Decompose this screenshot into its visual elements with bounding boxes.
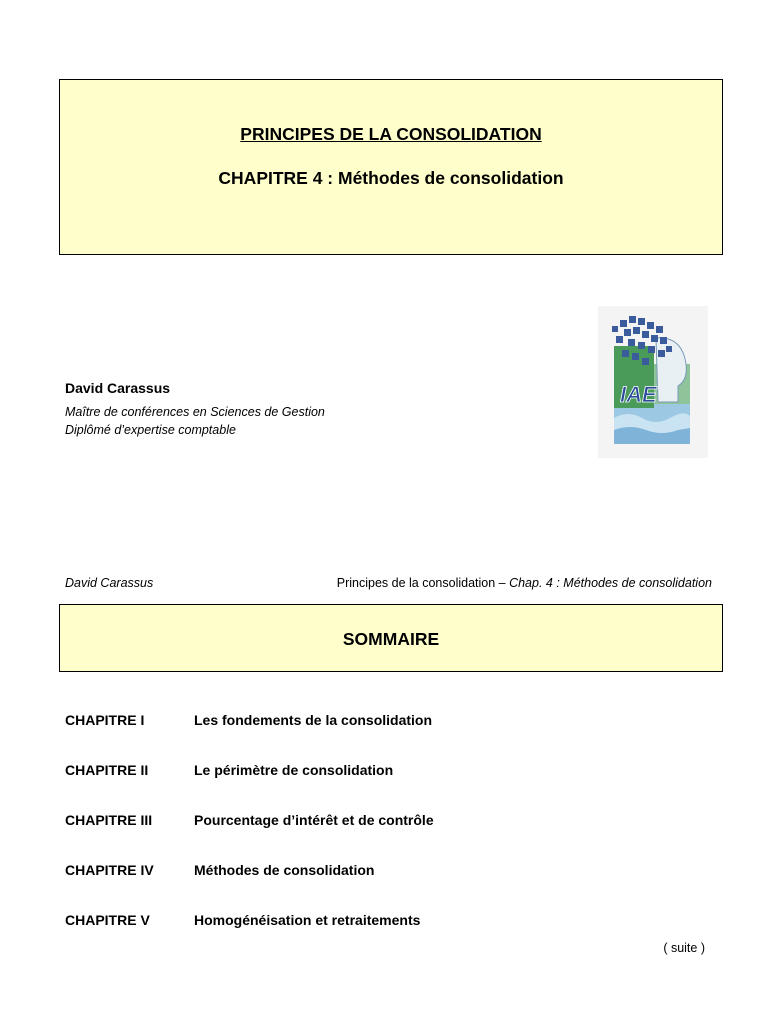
toc-chapter-title: Le périmètre de consolidation [194, 762, 394, 778]
toc-chapter-number: CHAPITRE IV [65, 862, 154, 878]
footer-course-chapter: Chap. 4 : Méthodes de consolidation [509, 576, 712, 590]
summary-box [59, 604, 723, 672]
footer-author: David Carassus [65, 576, 154, 590]
toc-chapter-title: Méthodes de consolidation [194, 862, 375, 878]
iae-logo [598, 306, 708, 458]
toc-chapter-number: CHAPITRE II [65, 762, 149, 778]
toc-chapter-number: CHAPITRE V [65, 912, 150, 928]
toc-chapter-number: CHAPITRE III [65, 812, 153, 828]
document-title: PRINCIPES DE LA CONSOLIDATION [240, 124, 542, 144]
author-role: Maître de conférences en Sciences de Gestion [65, 405, 325, 419]
continued-note: ( suite ) [663, 941, 705, 955]
toc-chapter-title: Les fondements de la consolidation [194, 712, 433, 728]
chapter-title: CHAPITRE 4 : Méthodes de consolidation [218, 168, 564, 188]
title-box [59, 79, 723, 255]
author-name: David Carassus [65, 380, 171, 396]
toc-chapter-title: Pourcentage d’intérêt et de contrôle [194, 812, 434, 828]
svg-text:IAE: IAE [620, 382, 657, 407]
summary-title: SOMMAIRE [342, 629, 440, 649]
toc-chapter-number: CHAPITRE I [65, 712, 145, 728]
toc-chapter-title: Homogénéisation et retraitements [194, 912, 421, 928]
footer-course [337, 576, 712, 590]
footer-course-prefix: Principes de la consolidation – [336, 576, 510, 590]
author-diploma: Diplômé d’expertise comptable [65, 423, 236, 437]
